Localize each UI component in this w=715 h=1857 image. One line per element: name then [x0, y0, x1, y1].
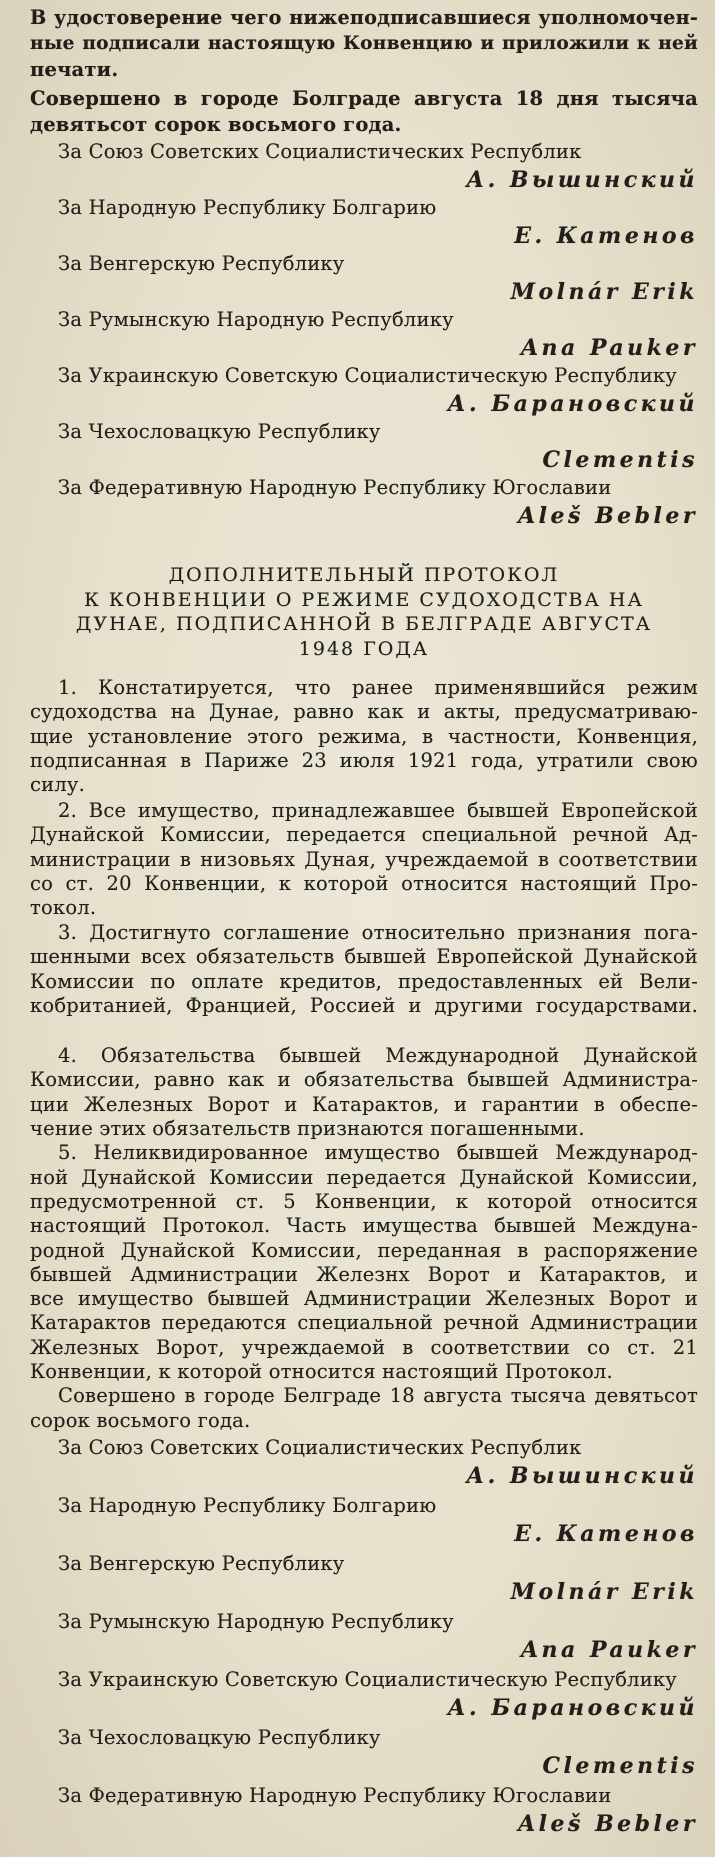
article-line: со ст. 20 Конвенции, к которой относится настоящий Про-: [30, 871, 698, 895]
signature-party: За Союз Советских Социалистических Республик: [58, 140, 582, 163]
article-line: 4. Обязательства бывшей Международной Дунайской: [58, 1044, 698, 1068]
protocol-heading-line: ДУНАЕ, ПОДПИСАННОЙ В БЕЛГРАДЕ АВГУСТА: [75, 613, 653, 635]
article-line: щие установление этого режима, в частности, Конвенция,: [30, 724, 698, 748]
article-line: Катарактов передаются специальной речной Администрации: [30, 1311, 698, 1335]
protocol-signatures-block: [30, 1433, 698, 1839]
protocol-heading: [30, 563, 698, 661]
signatory-name: Aleš Bebler: [518, 503, 698, 529]
article-3: [30, 921, 698, 1018]
article-line: 3. Достигнуто соглашение относительно признания пога-: [58, 920, 698, 944]
article-line: кобританией, Францией, Россией и другими государствами.: [30, 993, 698, 1017]
article-line: токол.: [30, 896, 97, 920]
attestation-paragraph: [30, 5, 698, 83]
article-5: [30, 1141, 698, 1384]
signatory-name: Molnár Erik: [510, 279, 698, 305]
attestation-line: печати.: [30, 58, 119, 81]
done-line: девятьсот сорок восьмого года.: [30, 113, 402, 136]
article-line: 1. Констатируется, что ранее применявшийся режим: [58, 676, 698, 699]
signatory-name: Ana Pauker: [520, 335, 698, 361]
article-line: настоящий Протокол. Часть имущества бывшей Междуна-: [30, 1214, 698, 1238]
article-line: Дунайской Комиссии, передается специальной речной Ад-: [30, 823, 698, 847]
attestation-line: ные подписали настоящую Конвенцию и приложили к ней: [30, 33, 698, 54]
signatory-name: А. Вышинский: [466, 167, 698, 193]
signatory-name: Ana Pauker: [520, 1636, 698, 1663]
article-line: ции Железных Ворот и Катарактов, и гарантии в обеспе-: [30, 1092, 698, 1116]
signatory-name: Е. Катенов: [514, 223, 698, 249]
article-line: 5. Неликвидированное имущество бывшей Международ-: [58, 1141, 698, 1165]
signature-party: За Народную Республику Болгарию: [58, 196, 437, 219]
signatory-name: Е. Катенов: [514, 1520, 698, 1547]
protocol-done-paragraph: [30, 1384, 698, 1433]
signature-party: За Союз Советских Социалистических Республик: [58, 1435, 582, 1459]
article-line: родной Дунайской Комиссии, переданная в распоряжение: [30, 1238, 698, 1262]
signature-party: За Народную Республику Болгарию: [58, 1493, 437, 1517]
signatory-name: А. Барановский: [447, 1694, 698, 1721]
signatory-name: А. Барановский: [447, 391, 698, 417]
article-line: Комиссии, равно как и обязательства бывшей Администра-: [30, 1068, 698, 1092]
protocol-heading-line: К КОНВЕНЦИИ О РЕЖИМЕ СУДОХОДСТВА НА: [84, 588, 644, 611]
signatory-name: Molnár Erik: [510, 1578, 698, 1605]
signature-party: За Украинскую Советскую Социалистическую Республику: [58, 364, 677, 387]
signature-party: За Чехословацкую Республику: [58, 1725, 381, 1749]
article-line: силу.: [30, 773, 85, 797]
signature-party: За Федеративную Народную Республику Югославии: [58, 476, 612, 499]
signature-party: За Венгерскую Республику: [58, 1551, 345, 1575]
signature-party: За Венгерскую Республику: [58, 252, 345, 275]
done-line: Совершено в городе Болграде августа 18 дня тысяча: [30, 87, 698, 110]
article-line: Конвенции, к которой относится настоящий Протокол.: [30, 1360, 613, 1384]
article-line: шенными всех обязательств бывшей Европейской Дунайской: [30, 945, 698, 969]
article-line: бывшей Администрации Железнх Ворот и Катарактов, и: [30, 1262, 698, 1286]
article-1: [30, 676, 698, 797]
article-line: судоходства на Дунае, равно как и акты, предусматриваю-: [30, 700, 698, 724]
signature-party: За Федеративную Народную Республику Югославии: [58, 1783, 612, 1807]
protocol-heading-line: ДОПОЛНИТЕЛЬНЫЙ ПРОТОКОЛ: [168, 564, 560, 586]
article-2: [30, 799, 698, 920]
done-line: сорок восьмого года.: [30, 1408, 251, 1432]
convention-signatures-block: [30, 138, 698, 530]
article-line: чение этих обязательств признаются погашенными.: [30, 1117, 585, 1141]
signature-party: За Украинскую Советскую Социалистическую Республику: [58, 1667, 677, 1691]
protocol-heading-line: 1948 ГОДА: [298, 637, 430, 660]
article-line: министрации в низовьях Дуная, учреждаемой в соответствии: [30, 847, 698, 871]
article-line: Комиссии по оплате кредитов, предоставленных ей Вели-: [30, 969, 698, 993]
done-line: Совершено в городе Белграде 18 августа тысяча девятьсот: [58, 1384, 698, 1408]
signatory-name: А. Вышинский: [466, 1462, 698, 1489]
article-line: ной Дунайской Комиссии передается Дунайской Комиссии,: [30, 1165, 698, 1189]
signature-party: За Румынскую Народную Республику: [58, 1609, 454, 1633]
article-line: 2. Все имущество, принадлежавшее бывшей Европейской: [58, 798, 698, 822]
signatory-name: Clementis: [542, 1752, 698, 1779]
convention-done-paragraph: [30, 86, 698, 138]
article-line: Железных Ворот, учреждаемой в соответствии со ст. 21: [30, 1335, 698, 1359]
signatory-name: Aleš Bebler: [518, 1810, 698, 1837]
signature-party: За Чехословацкую Республику: [58, 420, 381, 443]
article-line: подписанная в Париже 23 июля 1921 года, утратили свою: [30, 748, 698, 772]
signatory-name: Clementis: [542, 447, 698, 473]
article-line: предусмотренной ст. 5 Конвенции, к которой относится: [30, 1189, 698, 1213]
article-4: [30, 1044, 698, 1141]
article-line: все имущество бывшей Администрации Железных Ворот и: [30, 1287, 698, 1311]
attestation-line: В удостоверение чего нижеподписавшиеся уполномочен-: [30, 6, 698, 29]
signature-party: За Румынскую Народную Республику: [58, 308, 454, 331]
